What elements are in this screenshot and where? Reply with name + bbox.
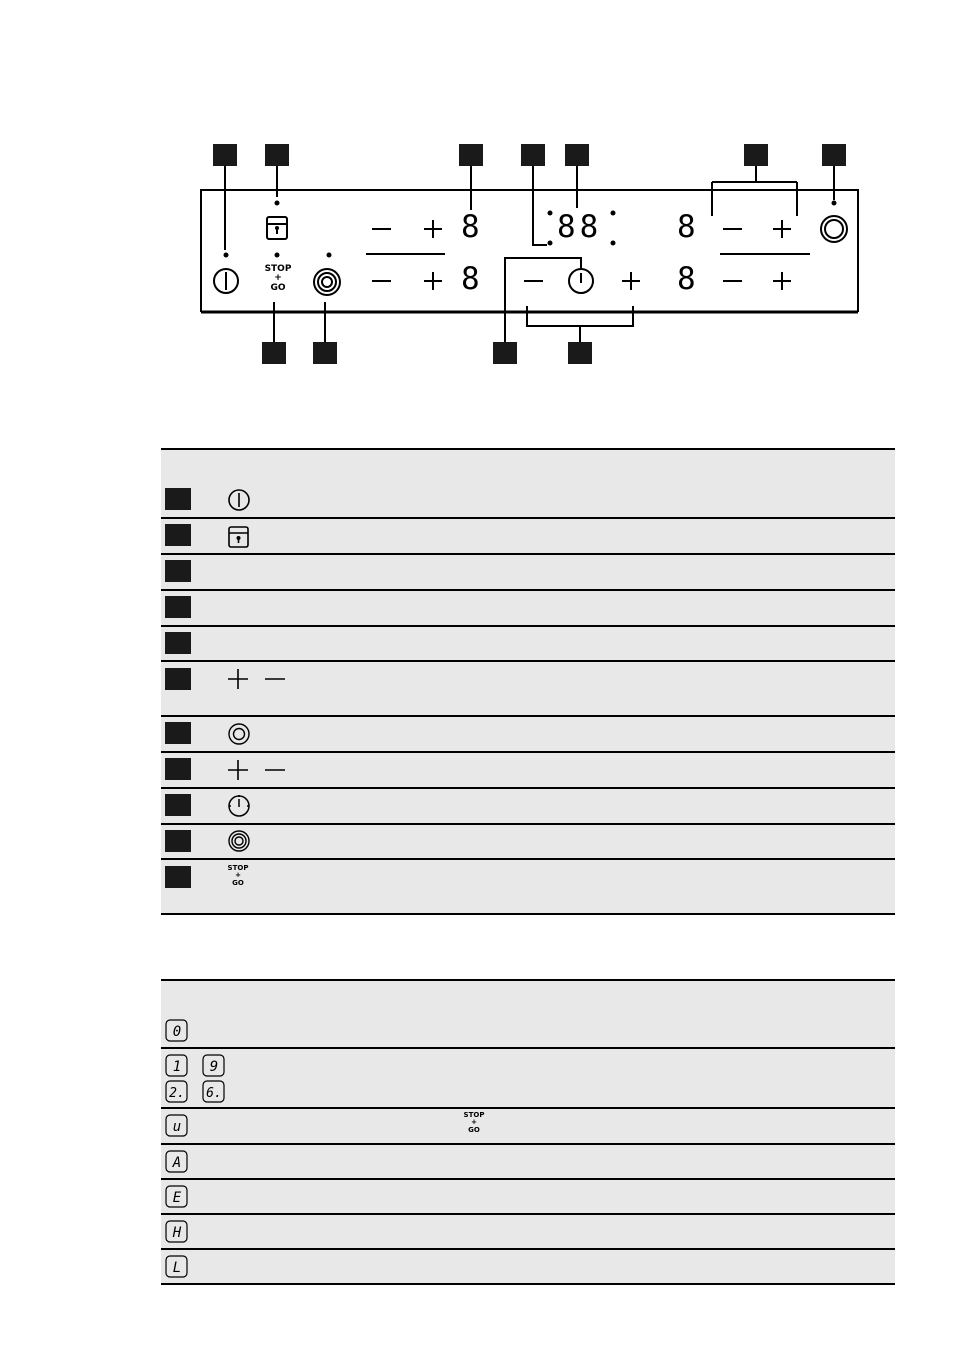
plus-text: + <box>274 273 282 284</box>
table-row <box>161 627 895 662</box>
table-row <box>161 1145 895 1180</box>
row-number-box <box>165 758 191 780</box>
display-symbol-icon <box>202 1054 226 1078</box>
svg-text:1: 1 <box>172 1059 182 1075</box>
row-number-box <box>165 488 191 510</box>
svg-text:A: A <box>172 1155 182 1171</box>
display-symbol-icon <box>165 1054 189 1078</box>
svg-text:E: E <box>172 1190 182 1206</box>
svg-text:u: u <box>172 1119 182 1135</box>
table-row <box>161 1014 895 1049</box>
display-symbol-icon <box>165 1080 189 1104</box>
table2-header-row <box>161 979 895 1016</box>
row-number-box <box>165 524 191 546</box>
double-ring-icon <box>227 829 251 853</box>
svg-text:L: L <box>172 1260 182 1276</box>
go-text: GO <box>468 1125 480 1134</box>
row-number-box <box>165 830 191 852</box>
plus-icon <box>227 668 249 690</box>
zone-display-bottom-left: 8 <box>461 261 480 297</box>
zone-display-top-left: 8 <box>461 209 481 245</box>
minus-icon <box>264 759 286 781</box>
on-off-icon <box>227 488 251 512</box>
table-row <box>161 483 895 519</box>
display-symbol-icon <box>165 1185 189 1209</box>
go-text: GO <box>232 878 244 887</box>
row-number-box <box>165 560 191 582</box>
row-number-box <box>165 866 191 888</box>
plus-text: + <box>235 871 241 880</box>
display-symbol-icon <box>202 1080 226 1104</box>
table-row <box>161 519 895 555</box>
table-row <box>161 1215 895 1250</box>
zone-display-bottom-right: 8 <box>677 261 696 297</box>
svg-text:2.: 2. <box>169 1086 185 1101</box>
timer-display: 88 <box>557 209 603 245</box>
display-symbol-icon <box>165 1114 189 1138</box>
plus-text: + <box>471 1118 477 1127</box>
svg-text:0: 0 <box>172 1024 182 1040</box>
table-row <box>161 789 895 825</box>
table-row <box>161 591 895 627</box>
table-row <box>161 1180 895 1215</box>
stop-text: STOP <box>227 864 249 872</box>
table-row <box>161 1049 895 1109</box>
row-number-box <box>165 596 191 618</box>
go-text: GO <box>270 282 286 293</box>
table-row <box>161 1109 895 1145</box>
display-symbol-icon <box>165 1220 189 1244</box>
zone-display-top-right: 8 <box>677 209 696 245</box>
table-row <box>161 717 895 753</box>
table-row <box>161 860 895 915</box>
stop-text: STOP <box>264 264 292 274</box>
svg-text:6.: 6. <box>206 1086 222 1101</box>
minus-icon <box>264 668 286 690</box>
display-symbol-icon <box>165 1019 189 1043</box>
stop-go-icon <box>223 865 253 887</box>
svg-text:9: 9 <box>209 1059 219 1075</box>
panel-stop-go-label[interactable] <box>258 265 298 293</box>
stop-text: STOP <box>463 1111 485 1119</box>
table-row <box>161 555 895 591</box>
table1-header-row <box>161 448 895 485</box>
table-row <box>161 1250 895 1285</box>
table-row <box>161 662 895 717</box>
timer-icon <box>227 794 251 818</box>
ring-icon <box>227 722 251 746</box>
display-symbol-icon <box>165 1255 189 1279</box>
stop-go-icon <box>459 1112 489 1134</box>
row-number-box <box>165 668 191 690</box>
row-number-box <box>165 632 191 654</box>
table-row <box>161 753 895 789</box>
row-number-box <box>165 794 191 816</box>
row-number-box <box>165 722 191 744</box>
table-row <box>161 825 895 860</box>
plus-icon <box>227 759 249 781</box>
lock-icon <box>227 525 251 549</box>
display-symbol-icon <box>165 1150 189 1174</box>
svg-text:H: H <box>172 1225 182 1241</box>
